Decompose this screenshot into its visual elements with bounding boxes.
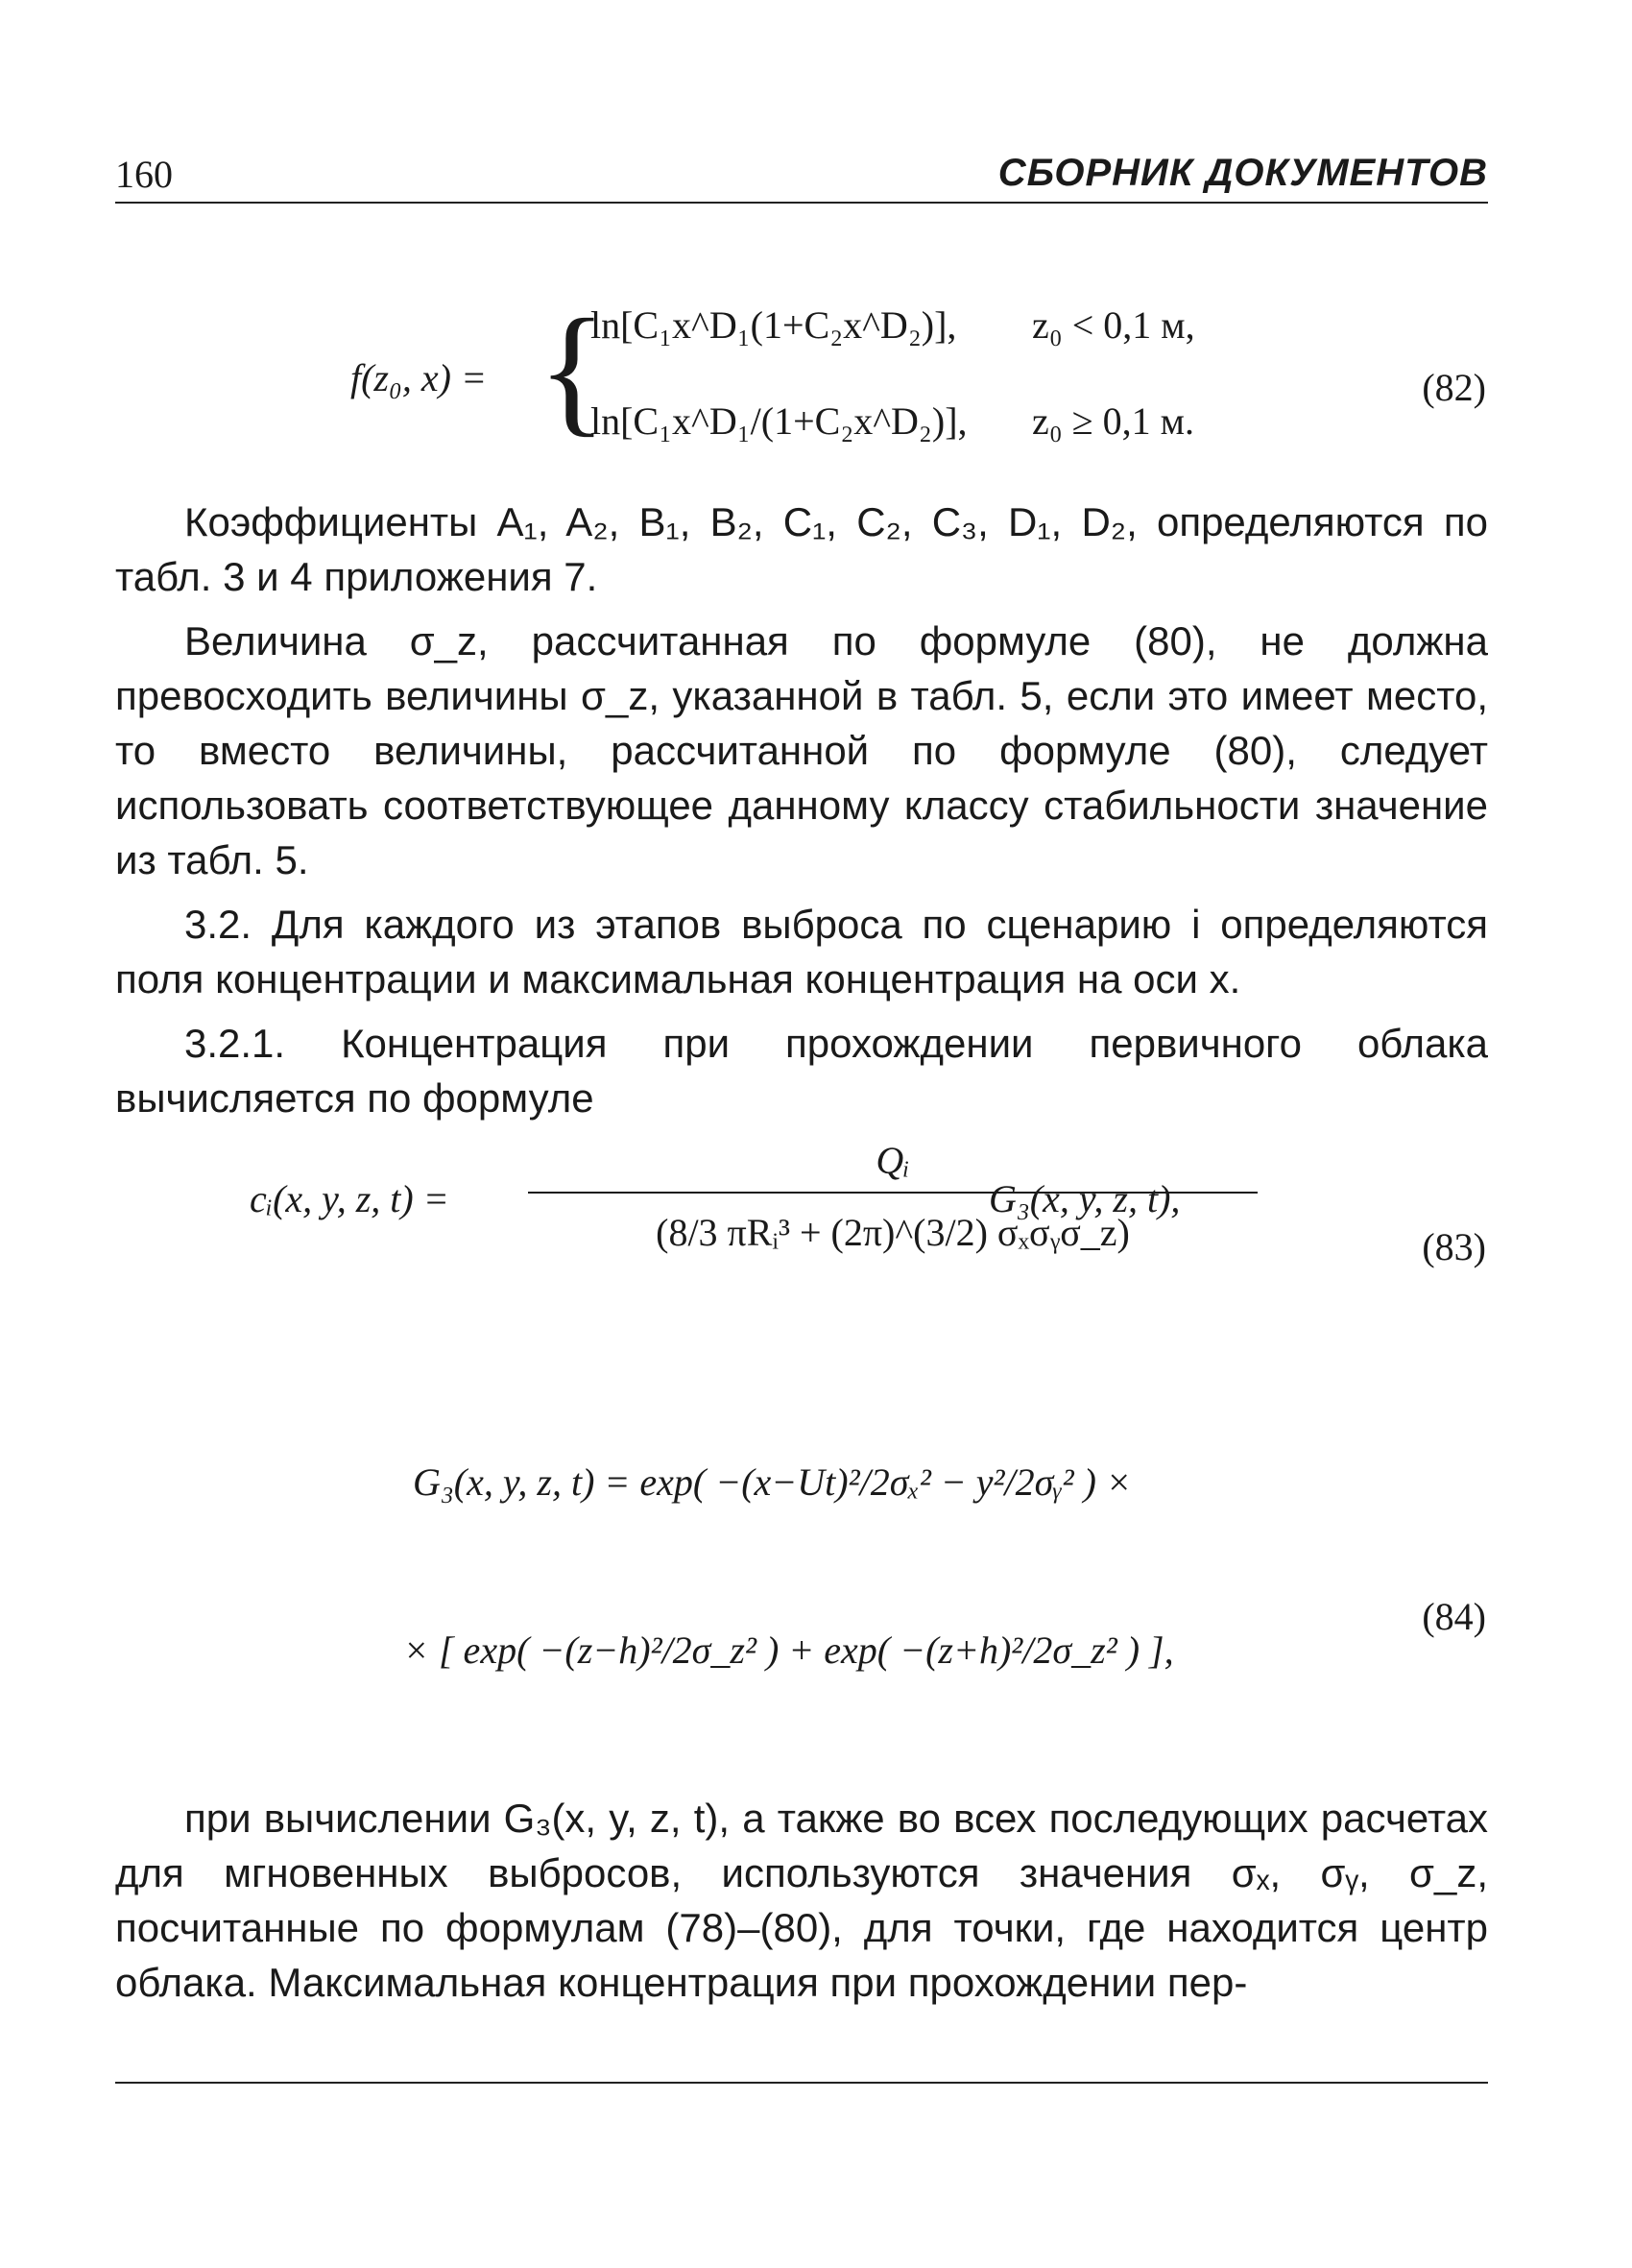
running-title: СБОРНИК ДОКУМЕНТОВ: [997, 152, 1488, 194]
eq82-lhs: f(z₀, x) =: [350, 356, 487, 399]
equation-number-82: (82): [1422, 366, 1486, 409]
equation-82: [350, 274, 1291, 495]
eq83-denominator: (8/3 πRᵢ³ + (2π)^(3/2) σₓσᵧσ_z): [656, 1211, 1130, 1254]
equation-83: [250, 1138, 1306, 1330]
eq82-case1-cond: z₀ < 0,1 м,: [1032, 303, 1195, 347]
equation-number-84: (84): [1422, 1595, 1486, 1638]
page-number: 160: [115, 153, 173, 196]
paragraph-g3-note: при вычислении G₃(x, y, z, t), а также во всех последующих расчетах для мгновенных выбросов, используются значения σₓ, σᵧ, σ_z, посчитанные по формулам (78)–(80), для точки, где находится центр облака. Максимальная концентрация при прохождении пер-: [115, 1796, 1488, 2005]
eq82-case2-cond: z₀ ≥ 0,1 м.: [1032, 399, 1194, 443]
equation-number-83: (83): [1422, 1225, 1486, 1268]
footer-rule: [115, 2082, 1488, 2084]
text-block-1: [115, 495, 1488, 1135]
eq83-lhs: cᵢ(x, y, z, t) =: [250, 1177, 449, 1220]
text-block-2: [115, 1791, 1488, 2019]
eq82-brace: {: [538, 290, 607, 449]
eq82-case1-expr: ln[C₁x^D₁(1+C₂x^D₂)],: [590, 303, 957, 347]
eq83-rhs: G₃(x, y, z, t),: [989, 1177, 1181, 1220]
header-rule: [115, 202, 1488, 204]
equation-84: [403, 1392, 1267, 1767]
eq83-numerator: Qᵢ: [876, 1139, 910, 1182]
paragraph-coefficients: Коэффициенты A₁, A₂, B₁, B₂, C₁, C₂, C₃, D₁, D₂, определяются по табл. 3 и 4 приложения 7.: [115, 499, 1488, 599]
eq82-case2-expr: ln[C₁x^D₁/(1+C₂x^D₂)],: [590, 399, 968, 443]
paragraph-3-2: 3.2. Для каждого из этапов выброса по сценарию i определяются поля концентрации и максимальная концентрация на оси x.: [115, 902, 1488, 1001]
eq84-line1: G₃(x, y, z, t) = exp( −(x−Ut)²/2σₓ² − y²/2σᵧ² ) ×: [413, 1460, 1132, 1504]
eq84-line2: × [ exp( −(z−h)²/2σ_z² ) + exp( −(z+h)²/2σ_z² ) ],: [403, 1629, 1174, 1672]
paragraph-sigma-limit: Величина σ_z, рассчитанная по формуле (80), не должна превосходить величины σ_z, указанной в табл. 5, если это имеет место, то вместо величины, рассчитанной по формуле (80), следует использовать соответствующее данному классу стабильности значение из табл. 5.: [115, 618, 1488, 882]
paragraph-3-2-1: 3.2.1. Концентрация при прохождении первичного облака вычисляется по формуле: [115, 1021, 1488, 1121]
